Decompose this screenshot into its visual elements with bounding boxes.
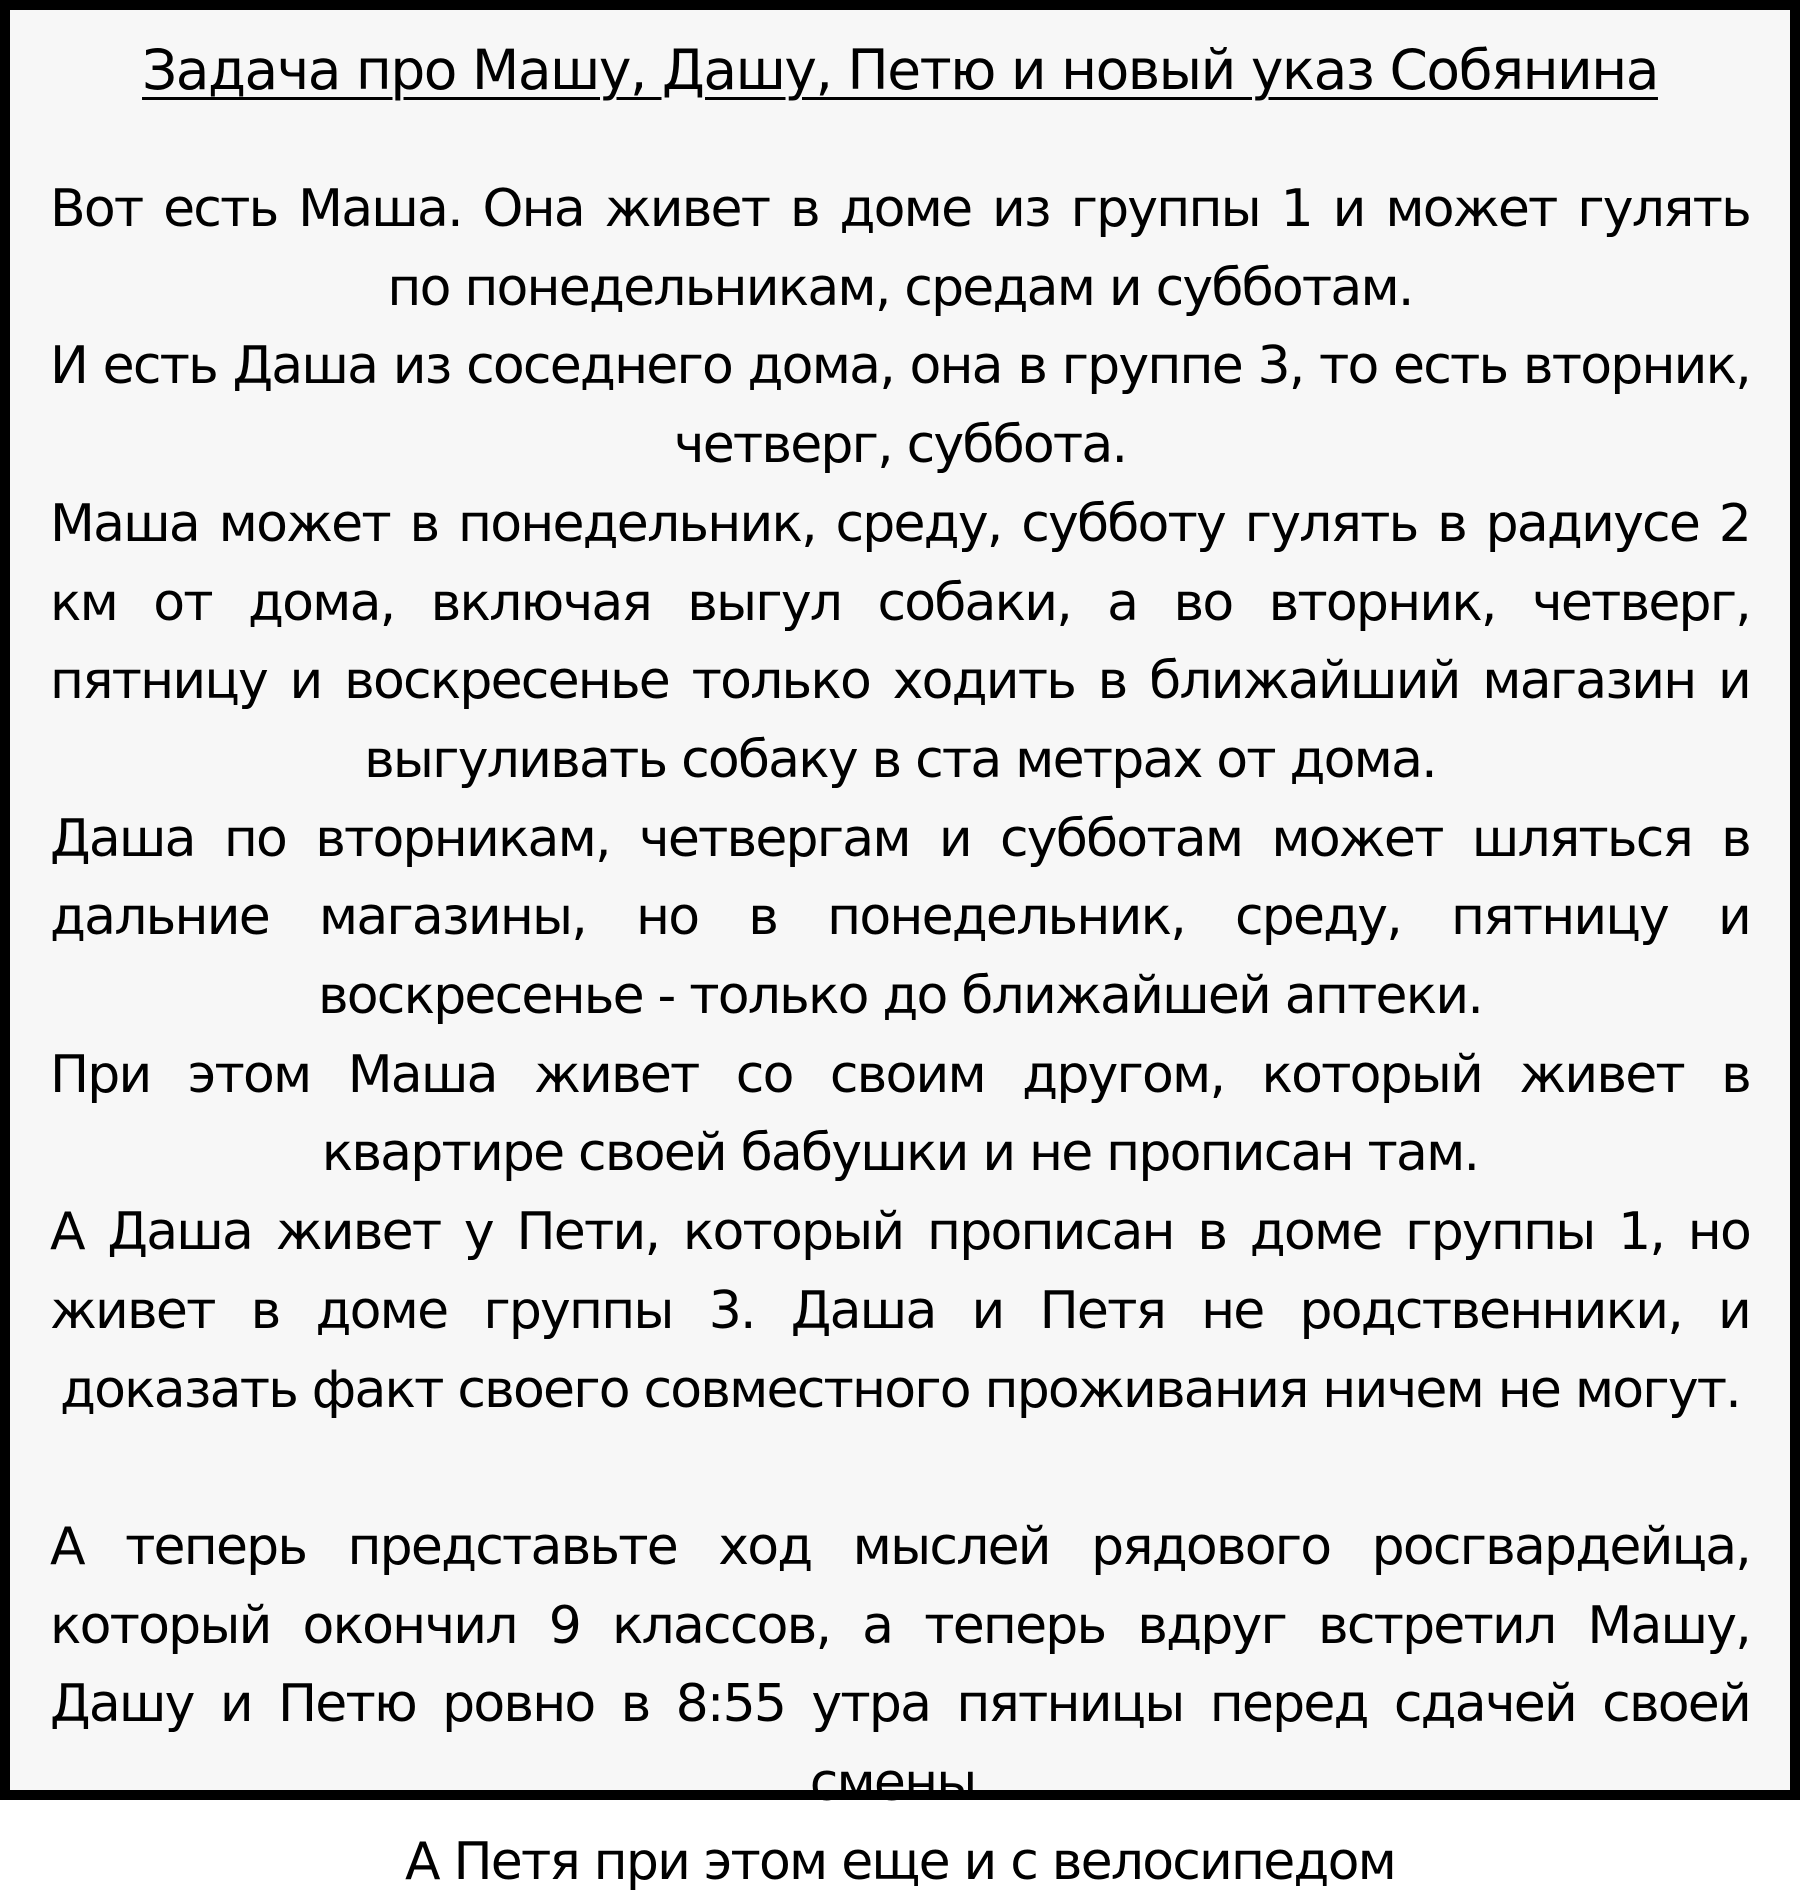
- paragraph-masha-schedule: Вот есть Маша. Она живет в доме из группы 1 и может гулять по понедельникам, средам и субботам.: [50, 179, 1750, 318]
- paragraph-rosgvardia: А теперь представьте ход мыслей рядового росгвардейца, который окончил 9 классов, а теперь вдруг встретил Машу, Дашу и Петю ровно в 8:55 утра пятницы перед сдачей своей смены.: [50, 1516, 1750, 1814]
- paragraph-dasha-rules: Даша по вторникам, четвергам и субботам может шляться в дальние магазины, но в понедельник, среду, пятницу и воскресенье - только до ближайшей аптеки.: [50, 808, 1750, 1027]
- paragraph-dasha-petya: А Даша живет у Пети, который прописан в доме группы 1, но живет в доме группы 3. Даша и Петя не родственники, и доказать факт своего совместного проживания ничем не могут.: [50, 1202, 1750, 1420]
- paragraph-masha-rules: Маша может в понедельник, среду, субботу гулять в радиусе 2 км от дома, включая выгул собаки, а во вторник, четверг, пятницу и воскресенье только ходить в ближайший магазин и выгуливать собаку в ста метрах от дома.: [50, 493, 1750, 790]
- document-body: [50, 170, 1750, 1901]
- paragraph-dasha-schedule: И есть Даша из соседнего дома, она в группе 3, то есть вторник, четверг, суббота.: [50, 336, 1750, 476]
- document-title: Задача про Машу, Дашу, Петю и новый указ Собянина: [142, 38, 1658, 102]
- paragraph-masha-friend: При этом Маша живет со своим другом, который живет в квартире своей бабушки и не прописан там.: [50, 1044, 1750, 1184]
- paragraph-bicycle: А Петя при этом еще и с велосипедом: [404, 1831, 1396, 1892]
